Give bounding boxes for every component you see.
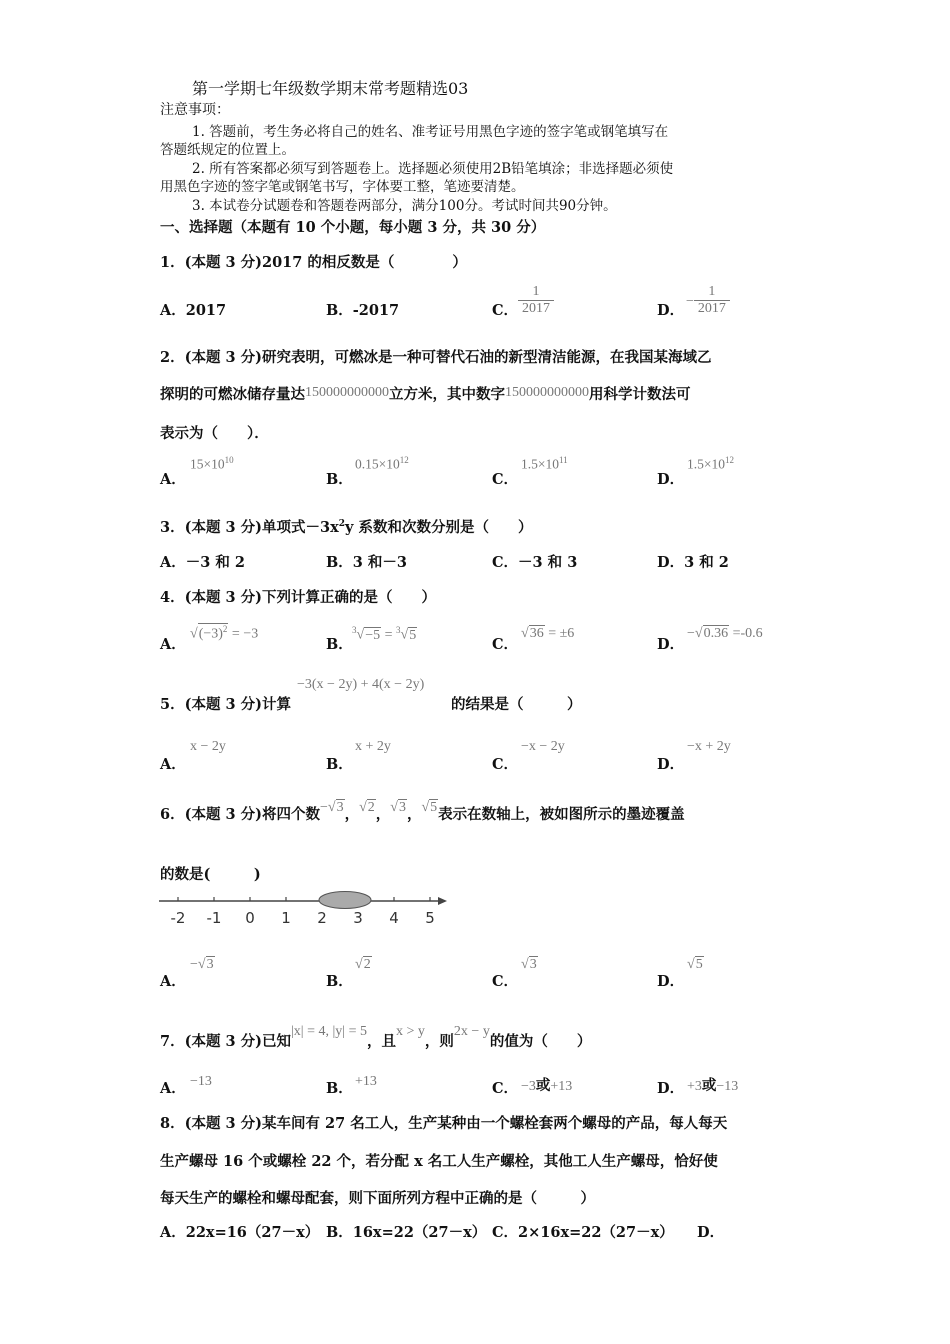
q6-num-4-rad: 5 <box>430 800 438 815</box>
q7-option-d <box>687 1074 738 1095</box>
q6-line2: 的数是( ) <box>160 866 261 883</box>
q5-option-a: x − 2y <box>190 739 226 754</box>
q3-stem-sup: 2 <box>338 519 345 530</box>
q6-num-1: −√3 <box>320 800 344 815</box>
q4-b-index1: 3 <box>352 625 357 635</box>
notice-label: 注意事项： <box>160 102 230 118</box>
q3-stem-b: y 系数和次数分别是（ ） <box>345 519 533 536</box>
q6-option-c: √3 <box>521 957 537 972</box>
notice-2-line2: 用黑色字迹的签字笔或钢笔书写，字体要工整，笔迹要清楚。 <box>160 179 525 195</box>
q7-c-value2: +13 <box>550 1079 573 1094</box>
q7-option-b-label: B． <box>326 1080 353 1097</box>
number-line-label: 1 <box>281 909 291 927</box>
q4-option-d-label: D． <box>657 636 685 653</box>
q4-b-index2: 3 <box>396 625 401 635</box>
q3-option-c: C．－3 和 3 <box>492 554 578 571</box>
q5-option-c-label: C． <box>492 756 519 773</box>
q8-option-a: A．22x=16（27－x） <box>160 1224 320 1241</box>
q6-option-a-label: A． <box>160 973 186 990</box>
q3-stem-a: 3．(本题 3 分)单项式－3x <box>160 519 339 536</box>
q1-d-numerator: 1 <box>708 284 716 299</box>
number-line-label: -2 <box>170 909 186 927</box>
notice-1-line2: 答题纸规定的位置上。 <box>160 142 295 158</box>
q2-b-exp: 12 <box>399 455 409 465</box>
q4-option-a-label: A． <box>160 636 186 653</box>
q7-stem <box>160 1024 592 1051</box>
q7-stem-a: 7．(本题 3 分)已知 <box>160 1033 291 1050</box>
notice-1-line1: 1. 答题前，考生务必将自己的姓名、准考证号用黑色字迹的签字笔或钢笔填写在 <box>192 124 669 140</box>
q7-condition-2: x > y <box>396 1024 425 1039</box>
q2-d-base: 1.5×10 <box>687 456 725 472</box>
q7-c-or: 或 <box>535 1077 551 1094</box>
q2-line2-b: 立方米，其中数字 <box>389 386 505 403</box>
q1-d-denominator: 2017 <box>694 300 730 317</box>
q4-option-c-label: C． <box>492 636 519 653</box>
q6-num-1-neg: − <box>320 800 328 815</box>
q2-line2-c: 用科学计数法可 <box>589 386 691 403</box>
q8-line2: 生产螺母 16 个或螺栓 22 个，若分配 x 名工人生产螺栓，其他工人生产螺母，恰好使 <box>160 1153 718 1170</box>
q6-d-rad: 5 <box>695 957 703 972</box>
q7-expression: 2x − y <box>453 1024 490 1039</box>
q4-b-eq: = <box>381 627 396 643</box>
q6-a-rad: 3 <box>206 957 214 972</box>
q2-option-c-label: C． <box>492 471 519 488</box>
q4-c-rest: = ±6 <box>544 626 575 641</box>
q2-line2-a: 探明的可燃冰储存量达 <box>160 386 305 403</box>
number-line-label: 4 <box>389 909 399 927</box>
q6-num-2: √2 <box>359 800 375 815</box>
q2-option-a-label: A． <box>160 471 186 488</box>
ink-blot <box>319 892 371 909</box>
q2-line1: 2．(本题 3 分)研究表明，可燃冰是一种可替代石油的新型清洁能源，在我国某海域乙 <box>160 349 712 366</box>
q1-d-neg: − <box>686 294 694 309</box>
q6-sep-3: ， <box>406 806 422 823</box>
q2-d-exp: 12 <box>725 455 734 465</box>
q6-option-c-label: C． <box>492 973 519 990</box>
q5-option-b-label: B． <box>326 756 353 773</box>
q6-option-b-label: B． <box>326 973 353 990</box>
q1-stem: 1．(本题 3 分)2017 的相反数是（ ） <box>160 254 467 271</box>
q7-condition-1: |x| = 4, |y| = 5 <box>291 1024 368 1039</box>
q5-option-b: x + 2y <box>355 739 391 754</box>
q4-option-b-label: B． <box>326 636 353 653</box>
q7-option-b: +13 <box>355 1074 377 1089</box>
q2-option-a <box>190 455 234 473</box>
q2-number-2: 150000000000 <box>505 385 589 400</box>
q8-line3: 每天生产的螺栓和螺母配套，则下面所列方程中正确的是（ ） <box>160 1190 595 1207</box>
q2-b-base: 0.15×10 <box>355 456 400 472</box>
q7-option-a-label: A． <box>160 1080 186 1097</box>
q2-option-b-label: B． <box>326 471 353 488</box>
q4-stem: 4．(本题 3 分)下列计算正确的是（ ） <box>160 589 436 606</box>
q8-line1: 8．(本题 3 分)某车间有 27 名工人，生产某种由一个螺栓套两个螺母的产品，每人每天 <box>160 1115 728 1132</box>
q1-option-d-fraction <box>686 284 730 317</box>
q7-option-a: −13 <box>190 1074 212 1089</box>
q4-a-rest: = −3 <box>228 626 259 642</box>
number-line-label: 0 <box>245 909 255 927</box>
q2-option-d <box>687 455 734 473</box>
number-line-label: 2 <box>317 909 327 927</box>
q2-option-b <box>355 455 409 473</box>
q1-option-a: A．2017 <box>160 302 227 319</box>
q6-option-b: √2 <box>355 957 371 972</box>
q2-c-base: 1.5×10 <box>521 456 559 472</box>
q6-stem-a: 6．(本题 3 分)将四个数 <box>160 806 320 823</box>
q5-expression: −3(x − 2y) + 4(x − 2y) <box>297 677 425 692</box>
q7-d-value1: +3 <box>687 1079 702 1094</box>
notice-3-line1: 3. 本试卷分试题卷和答题卷两部分，满分100分。考试时间共90分钟。 <box>192 198 617 214</box>
q6-num-4: √5 <box>421 800 438 815</box>
q2-number-1: 150000000000 <box>305 385 389 400</box>
q4-d-radicand: 0.36 <box>703 626 729 641</box>
number-line-label: 5 <box>425 909 435 927</box>
q2-c-exp: 11 <box>559 455 568 465</box>
q7-d-or: 或 <box>701 1077 717 1094</box>
q8-option-d: D． <box>697 1224 725 1241</box>
q3-option-d: D．3 和 2 <box>657 554 729 571</box>
q6-stem-b: 表示在数轴上，被如图所示的墨迹覆盖 <box>438 806 685 823</box>
q4-a-radicand: (−3) <box>198 626 223 642</box>
q1-c-denominator: 2017 <box>518 300 554 317</box>
q3-stem <box>160 516 532 537</box>
q7-stem-b: ，且 <box>367 1033 397 1050</box>
q2-a-base: 15×10 <box>190 456 225 472</box>
q7-option-c-label: C． <box>492 1080 519 1097</box>
q3-option-a: A．－3 和 2 <box>160 554 246 571</box>
q4-option-d: −√0.36 =-0.6 <box>687 626 763 641</box>
q6-sep-1: ， <box>344 806 360 823</box>
q7-stem-d: 的值为（ ） <box>489 1033 592 1050</box>
notice-2-line1: 2. 所有答案都必须写到答题卷上。选择题必须使用2B铅笔填涂；非选择题必须使 <box>192 161 674 177</box>
q4-c-radicand: 36 <box>529 626 544 641</box>
q1-option-c-fraction <box>518 284 554 317</box>
q5-option-a-label: A． <box>160 756 186 773</box>
q5-option-d: −x + 2y <box>687 739 731 754</box>
q4-option-c: √36 = ±6 <box>521 626 575 641</box>
q2-line3: 表示为（ ）． <box>160 425 269 442</box>
q7-stem-c: ，则 <box>424 1033 454 1050</box>
q2-a-exp: 10 <box>224 455 234 465</box>
q6-a-neg: − <box>190 957 198 972</box>
q4-b-radicand2: 5 <box>409 627 417 643</box>
q3-option-b: B．3 和－3 <box>326 554 407 571</box>
q7-d-value2: −13 <box>716 1079 739 1094</box>
q4-option-a: $√(-3)^2 = -3$ <box>190 624 259 642</box>
q5-stem-b: 的结果是（ ） <box>451 696 582 713</box>
q6-num-2-rad: 2 <box>367 800 375 815</box>
q5-stem-a: 5．(本题 3 分)计算 <box>160 696 291 713</box>
q6-sep-2: ， <box>375 806 391 823</box>
q7-option-d-label: D． <box>657 1080 685 1097</box>
q6-line1 <box>160 800 685 824</box>
q7-c-value1: −3 <box>521 1079 536 1094</box>
q4-d-rest: =-0.6 <box>729 626 763 641</box>
q8-option-b: B．16x=22（27－x） <box>326 1224 487 1241</box>
q4-option-b: $^3$√−5 = $^3$√5 <box>352 625 417 643</box>
q5-option-d-label: D． <box>657 756 685 773</box>
q6-option-d: √5 <box>687 957 703 972</box>
q4-b-radicand1: −5 <box>365 627 381 643</box>
q6-option-a: −√3 <box>190 957 214 972</box>
q2-option-d-label: D． <box>657 471 685 488</box>
q6-b-rad: 2 <box>363 957 371 972</box>
q7-option-c <box>521 1074 572 1095</box>
q1-option-b: B．-2017 <box>326 302 400 319</box>
q6-num-3: √3 <box>390 800 406 815</box>
page-title: 第一学期七年级数学期末常考题精选03 <box>192 79 469 98</box>
q6-option-d-label: D． <box>657 973 685 990</box>
q1-option-d-label: D． <box>657 302 685 319</box>
q4-a-exp: 2 <box>222 624 228 634</box>
q6-c-rad: 3 <box>529 957 537 972</box>
number-line-figure <box>155 888 455 928</box>
number-line-label: 3 <box>353 909 363 927</box>
q4-d-neg: − <box>687 626 695 641</box>
section-title: 一、选择题（本题有 10 个小题，每小题 3 分，共 30 分） <box>160 219 546 236</box>
q2-line2 <box>160 383 691 404</box>
q6-num-3-rad: 3 <box>398 800 406 815</box>
q1-c-numerator: 1 <box>532 284 540 299</box>
q2-option-c <box>521 455 568 473</box>
q6-num-1-rad: 3 <box>336 800 344 815</box>
number-line-label: -1 <box>206 909 222 927</box>
q5-option-c: −x − 2y <box>521 739 565 754</box>
q8-option-c: C．2×16x=22（27－x） <box>492 1224 674 1241</box>
number-line-arrow <box>438 897 447 905</box>
q1-option-c-label: C． <box>492 302 519 319</box>
